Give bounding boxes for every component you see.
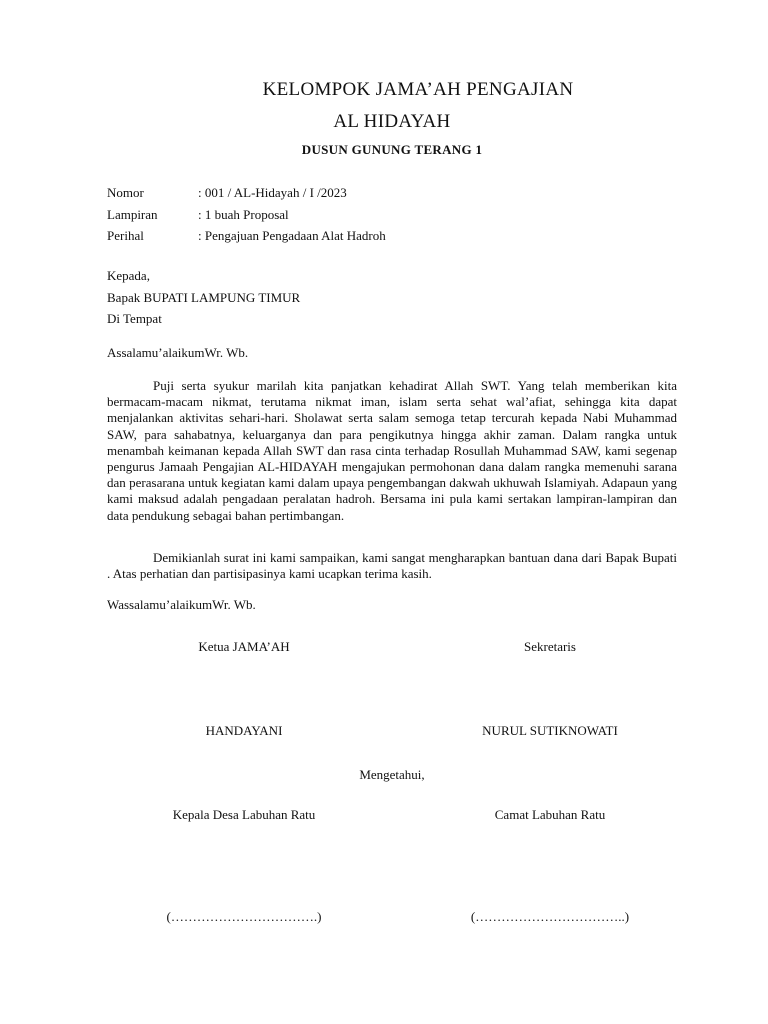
meta-value: : Pengajuan Pengadaan Alat Hadroh bbox=[198, 228, 386, 243]
letter-meta bbox=[107, 182, 386, 247]
recipient-line: Bapak BUPATI LAMPUNG TIMUR bbox=[107, 289, 301, 305]
signature-title-chairman: Ketua JAMA’AH bbox=[198, 639, 290, 654]
meta-label: Perihal bbox=[107, 228, 144, 243]
signature-title-secretary: Sekretaris bbox=[524, 639, 576, 654]
signature-title-district-head: Camat Labuhan Ratu bbox=[494, 807, 606, 822]
body-paragraph: Puji serta syukur marilah kita panjatkan kehadirat Allah SWT. Yang telah memberikan kita bermacam-macam nikmat, terutama nikmat iman, islam serta sehat wal’afiat, sehingga kita dapat menjalankan aktivitas sehari-hari. Sholawat serta salam semoga tetap tercurah kepada Nabi Muhammad SAW, para sahabatnya, keluarganya dan para pengikutnya hingga akhir zaman. Dalam rangka untuk menambah keimanan kepada Allah SWT dan rasa cinta terhadap Rosullah Muhammad SAW, kami segenap pengurus Jamaah Pengajian AL-HIDAYAH mengajukan permohonan dana dalam rangka memenuhi sarana dan perasarana untuk kegiatan kami dalam upaya pengembangan dakwah ukhuwah Islamiyah. Adapaun yang kami maksud adalah pengadaan peralatan hadroh. Bersama ini pula kami sertakan lampiran-lampiran dan data pendukung sebagai bahan pertimbangan. bbox=[107, 378, 677, 523]
location-heading: DUSUN GUNUNG TERANG 1 bbox=[301, 142, 483, 157]
meta-row-lampiran bbox=[107, 204, 386, 226]
meta-label: Lampiran bbox=[107, 206, 158, 222]
meta-value: : 001 / AL-Hidayah / I /2023 bbox=[198, 185, 347, 200]
signature-blank-district-head: (……………………………..) bbox=[470, 909, 630, 924]
signature-blank-village-head: (…………………………….) bbox=[166, 909, 322, 924]
signature-name-secretary: NURUL SUTIKNOWATI bbox=[482, 723, 618, 738]
acknowledged-label: Mengetahui, bbox=[359, 767, 425, 782]
org-name-heading: KELOMPOK JAMA’AH PENGAJIAN bbox=[262, 79, 574, 100]
meta-value: : 1 buah Proposal bbox=[198, 206, 289, 222]
org-subname-heading: AL HIDAYAH bbox=[333, 111, 451, 132]
meta-row-nomor bbox=[107, 182, 386, 204]
recipient-block bbox=[107, 265, 300, 330]
meta-label: Nomor bbox=[107, 185, 144, 200]
signature-title-village-head: Kepala Desa Labuhan Ratu bbox=[172, 807, 316, 822]
closing: Wassalamu’alaikumWr. Wb. bbox=[107, 597, 256, 612]
signature-name-chairman: HANDAYANI bbox=[205, 723, 283, 738]
recipient-line: Kepada, bbox=[107, 268, 150, 283]
recipient-line: Di Tempat bbox=[107, 311, 162, 326]
body-paragraph: Demikianlah surat ini kami sampaikan, kami sangat mengharapkan bantuan dana dari Bapak Bupati . Atas perhatian dan partisipasinya kami ucapkan terima kasih. bbox=[107, 550, 677, 582]
greeting: Assalamu’alaikumWr. Wb. bbox=[107, 345, 249, 360]
meta-row-perihal bbox=[107, 225, 386, 247]
